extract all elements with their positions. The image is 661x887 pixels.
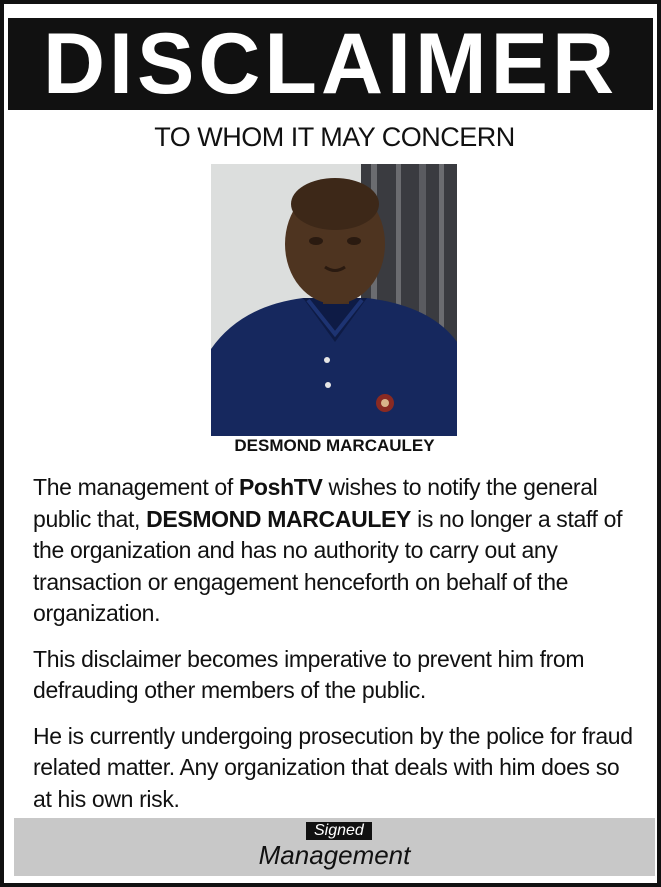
notice-body <box>33 472 641 829</box>
p1-text-c: is no longer a staff of the organization and has no authority to carry out any transaction or engagement henceforth on behalf of the organization. <box>33 505 623 626</box>
header-banner <box>8 18 653 110</box>
photo-caption: DESMOND MARCAULEY <box>234 436 435 455</box>
company-name: PoshTV <box>238 474 323 500</box>
header-title: DISCLAIMER <box>42 16 619 112</box>
paragraph-3: He is currently undergoing prosecution by the police for fraud related matter. Any organization that deals with him does so at his own risk. <box>33 722 633 812</box>
person-name: DESMOND MARCAULEY <box>146 505 412 532</box>
p1-text-a: The management of <box>33 474 239 500</box>
paragraph-1 <box>33 472 641 630</box>
paragraph-2: This disclaimer becomes imperative to prevent him from defrauding other members of the public. <box>33 645 585 703</box>
p1-text-b: wishes to notify the general public that, <box>33 474 598 532</box>
signed-label: Signed <box>306 822 372 840</box>
signatory-name: Management <box>258 840 411 870</box>
person-photo-illustration <box>211 164 457 436</box>
person-photo <box>211 164 457 436</box>
salutation: TO WHOM IT MAY CONCERN <box>154 122 515 152</box>
